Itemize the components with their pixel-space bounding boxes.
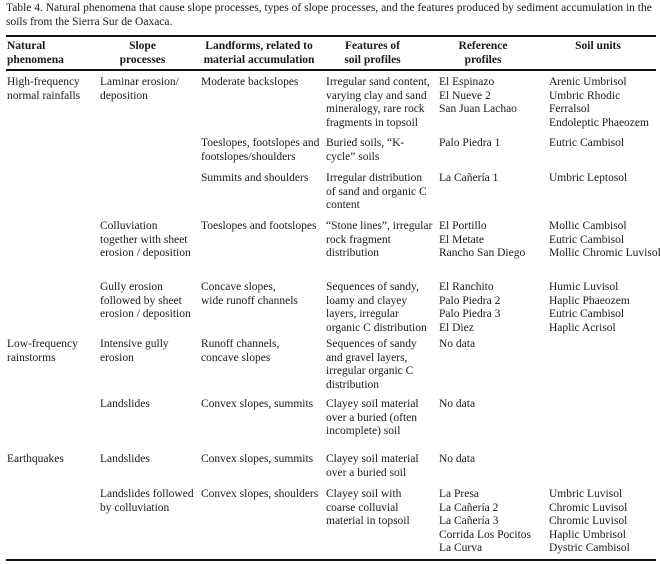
cell-line: Runoff channels, [201, 338, 280, 350]
reference-profiles-cell [439, 76, 517, 117]
cell-line: distribution [326, 378, 380, 391]
cell-line: incomplete) soil [326, 425, 401, 437]
cell-line: Landslides [100, 453, 150, 465]
cell-line: Buried soils, “K- [326, 137, 405, 149]
landform-cell [201, 398, 313, 412]
cell-line: content [326, 199, 360, 211]
cell-line: Concave slopes, [201, 281, 276, 293]
header-soil-units [548, 40, 648, 54]
cell-line: La Cañería 2 [439, 501, 499, 514]
header-features [330, 40, 415, 67]
cell-line: wide runoff channels [201, 294, 298, 307]
cell-line: erosion / deposition [100, 247, 191, 259]
soil-units-cell [549, 220, 661, 261]
cell-line: Eutric Cambisol [549, 233, 625, 246]
header-natural-phenomena [7, 40, 64, 67]
cell-line: El Espinazo [439, 76, 495, 88]
soil-units-cell [549, 281, 630, 335]
cell-line: Convex slopes, shoulders [201, 488, 319, 500]
cell-line: La Cañería 1 [439, 172, 499, 184]
reference-profiles-cell [439, 137, 500, 151]
cell-line: La Curva [439, 542, 483, 554]
landform-cell [201, 453, 313, 467]
reference-profiles-cell [439, 398, 475, 412]
cell-line: Irregular distribution [326, 172, 423, 184]
header-slope-processes [100, 40, 185, 67]
landform-cell [201, 172, 308, 186]
cell-line: rock fragment [326, 233, 391, 246]
features-cell [326, 137, 404, 164]
reference-profiles-cell [439, 281, 500, 335]
cell-line: El Ranchito [439, 281, 494, 293]
cell-line: La Presa [439, 488, 479, 500]
landform-cell [201, 338, 279, 365]
slope-process-cell [100, 398, 150, 412]
cell-line: material in topsoil [326, 515, 410, 527]
cell-line: La Cañería 3 [439, 515, 499, 527]
cell-line: organic C distribution [326, 321, 427, 334]
cell-line: Gully erosion [100, 281, 163, 293]
slope-process-cell [100, 76, 179, 103]
landform-cell [201, 220, 316, 234]
slope-process-cell [100, 453, 150, 467]
cell-line: Toeslopes and footslopes [201, 220, 317, 232]
cell-line: footslopes/shoulders [201, 150, 296, 163]
landform-cell [201, 137, 319, 164]
cell-line: Toeslopes, footslopes and [201, 137, 320, 149]
cell-line: El Portillo [439, 220, 487, 232]
cell-line: erosion [100, 351, 134, 364]
header-line: Slope [129, 40, 156, 52]
slope-process-cell [100, 220, 191, 261]
cell-line: Sequences of sandy [326, 338, 417, 350]
cell-line: Umbric Rhodic [549, 89, 621, 102]
cell-line: Dystric Cambisol [549, 542, 630, 554]
cell-line: Palo Piedra 3 [439, 308, 501, 320]
cell-line: El Diez [439, 321, 474, 334]
cell-line: Convex slopes, summits [201, 398, 314, 410]
cell-line: by colluviation [100, 501, 170, 514]
phenomenon-cell [7, 76, 80, 103]
soil-units-cell [549, 137, 624, 151]
cell-line: Ferralsol [549, 103, 590, 115]
header-line: Landforms, related to [205, 40, 313, 52]
features-cell [326, 453, 419, 480]
reference-profiles-cell [439, 338, 475, 352]
cell-line: of sand and organic C [326, 185, 427, 198]
cell-line: Convex slopes, summits [201, 453, 314, 465]
cell-line: Intensive gully [100, 338, 169, 350]
cell-line: Arenic Umbrisol [549, 76, 627, 88]
soil-units-cell [549, 488, 630, 556]
header-line: Soil units [575, 40, 621, 52]
cell-line: followed by sheet [100, 294, 182, 307]
cell-line: Sequences of sandy, [326, 281, 419, 293]
landform-cell [201, 488, 318, 502]
header-line: Features of [344, 40, 401, 52]
soil-units-cell [549, 172, 627, 186]
cell-line: Eutric Cambisol [549, 137, 625, 149]
slope-process-cell [100, 338, 169, 365]
cell-line: Clayey soil with [326, 488, 402, 500]
cell-line: Eutric Cambisol [549, 308, 625, 320]
header-line: soil profiles [344, 53, 401, 66]
cell-line: Rancho San Diego [439, 247, 526, 259]
cell-line: erosion / deposition [100, 308, 191, 320]
table-caption: Table 4. Natural phenomena that cause slope processes, types of slope processes, and the features produced by sediment accumulation in the soils from the Sierra Sur de Oaxaca. [6, 2, 652, 28]
cell-line: layers, irregular [326, 308, 399, 320]
cell-line: Laminar erosion/ [100, 76, 179, 88]
cell-line: Corrida Los Pocitos [439, 528, 531, 541]
cell-line: El Nueve 2 [439, 89, 491, 102]
features-cell [326, 281, 427, 335]
cell-line: and gravel layers, [326, 351, 408, 364]
cell-line: San Juan Lachao [439, 103, 517, 115]
cell-line: Summits and shoulders [201, 172, 309, 184]
cell-line: Chromic Luvisol [549, 515, 628, 527]
cell-line: coarse colluvial [326, 501, 399, 514]
cell-line: Irregular sand content, [326, 76, 430, 88]
cell-line: Umbric Luvisol [549, 488, 623, 500]
reference-profiles-cell [439, 220, 525, 261]
cell-line: Earthquakes [7, 453, 64, 465]
cell-line: loamy and clayey [326, 294, 408, 307]
phenomenon-cell [7, 338, 78, 365]
cell-line: Humic Luvisol [549, 281, 619, 293]
header-line: Natural [7, 40, 46, 52]
phenomenon-cell [7, 453, 64, 467]
cell-line: Low-frequency [7, 338, 78, 350]
cell-line: El Metate [439, 233, 485, 246]
slope-process-cell [100, 281, 191, 322]
cell-line: Palo Piedra 1 [439, 137, 501, 149]
cell-line: No data [439, 398, 476, 410]
cell-line: Moderate backslopes [201, 76, 299, 88]
cell-line: concave slopes [201, 351, 271, 364]
header-line: Reference [458, 40, 508, 52]
table-bottom-rule [6, 559, 656, 561]
cell-line: Endoleptic Phaeozem [549, 116, 649, 129]
cell-line: irregular organic C [326, 365, 414, 377]
cell-line: “Stone lines”, irregular [326, 220, 433, 232]
reference-profiles-cell [439, 172, 498, 186]
cell-line: deposition [100, 89, 148, 102]
header-line: processes [119, 53, 166, 66]
landform-cell [201, 76, 298, 90]
cell-line: mineralogy, rare rock [326, 103, 425, 115]
cell-line: normal rainfalls [7, 89, 81, 102]
slope-process-cell [100, 488, 194, 515]
cell-line: distribution [326, 247, 380, 259]
cell-line: over a buried soil [326, 466, 407, 479]
cell-line: Clayey soil material [326, 398, 419, 410]
reference-profiles-cell [439, 488, 531, 556]
cell-line: Mollic Chromic Luvisol [549, 247, 661, 259]
cell-line: rainstorms [7, 351, 56, 364]
features-cell [326, 220, 432, 261]
cell-line: Landslides followed [100, 488, 194, 500]
features-cell [326, 488, 410, 529]
cell-line: Haplic Umbrisol [549, 528, 626, 541]
cell-line: Mollic Cambisol [549, 220, 627, 232]
cell-line: over a buried (often [326, 411, 418, 424]
features-cell [326, 76, 430, 130]
cell-line: No data [439, 338, 476, 350]
soil-units-cell [549, 76, 649, 130]
cell-line: Chromic Luvisol [549, 501, 628, 514]
header-line: material accumulation [203, 53, 315, 66]
cell-line: Clayey soil material [326, 453, 419, 465]
features-cell [326, 338, 417, 392]
cell-line: together with sheet [100, 233, 188, 246]
cell-line: cycle” soils [326, 150, 380, 163]
header-reference-profiles [438, 40, 528, 67]
cell-line: High-frequency [7, 76, 80, 88]
features-cell [326, 172, 427, 213]
cell-line: Palo Piedra 2 [439, 294, 501, 307]
table-top-rule [6, 35, 656, 37]
reference-profiles-cell [439, 453, 475, 467]
cell-line: Umbric Leptosol [549, 172, 628, 184]
cell-line: Haplic Acrisol [549, 321, 616, 334]
cell-line: Colluviation [100, 220, 158, 232]
cell-line: Landslides [100, 398, 150, 410]
table-header-rule [6, 69, 656, 71]
header-line: profiles [464, 53, 502, 66]
header-line: phenomena [7, 53, 64, 66]
features-cell [326, 398, 419, 439]
cell-line: fragments in topsoil [326, 116, 418, 129]
cell-line: varying clay and sand [326, 89, 427, 102]
cell-line: Haplic Phaeozem [549, 294, 630, 307]
cell-line: No data [439, 453, 476, 465]
header-landforms [198, 40, 320, 67]
landform-cell [201, 281, 298, 308]
